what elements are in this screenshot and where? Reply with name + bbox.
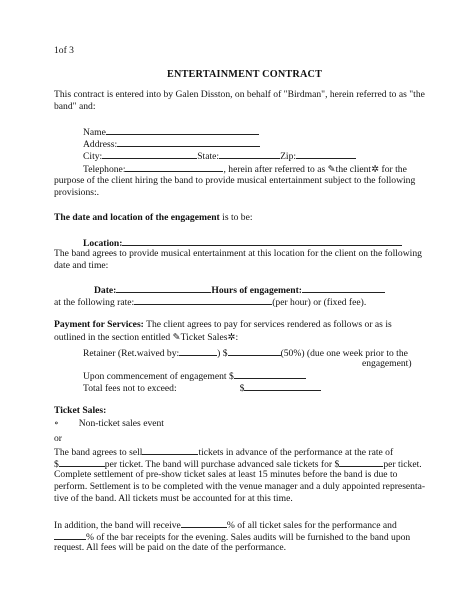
ticket-line-1b: tickets in advance of the performance at the rate of xyxy=(198,447,394,458)
non-ticket-option[interactable] xyxy=(54,418,164,430)
ticket-sales-heading: Ticket Sales: xyxy=(54,405,107,416)
total-dollar: $ xyxy=(239,383,245,394)
name-line[interactable] xyxy=(106,125,259,135)
name-label: Name xyxy=(83,127,106,138)
telephone-label: Telephone: xyxy=(83,164,126,175)
telephone-after: , herein after referred to as xyxy=(223,164,328,175)
ticket-line-2b: per ticket. The band will purchase advanced sale tickets for $ xyxy=(104,459,340,470)
ticket-line-4: perform. Settlement is to be completed with the venue manager and a duly appointed representa- xyxy=(54,481,426,492)
contract-title: ENTERTAINMENT CONTRACT xyxy=(167,69,323,80)
addition-line-1a: In addition, the band will receive xyxy=(54,520,181,531)
pencil-icon: ✎ xyxy=(172,332,181,343)
location-line[interactable] xyxy=(122,236,402,246)
pencil-icon: ✎ xyxy=(327,164,336,175)
telephone-field xyxy=(83,162,407,176)
retainer-label: Retainer (Ret.waived by: xyxy=(83,348,180,359)
retainer-mid: ) $ xyxy=(217,348,228,359)
addition-line-3: request. All fees will be paid on the date of the performance. xyxy=(54,542,287,553)
bar-percent-line[interactable] xyxy=(54,530,86,540)
page-number: 1of 3 xyxy=(54,45,74,56)
total-fees-field xyxy=(83,381,321,395)
engagement-desc-line-2: date and time: xyxy=(54,260,109,271)
purpose-line-1: purpose of the client hiring the band to provide musical entertainment subject to the following xyxy=(54,175,416,186)
state-line[interactable] xyxy=(219,149,280,159)
upon-line[interactable] xyxy=(234,369,306,379)
ticket-line-1a: The band agrees to sell xyxy=(54,447,143,458)
radio-icon[interactable]: ∘ xyxy=(54,418,59,429)
engagement-heading-bold: The date and location of the engagement xyxy=(54,212,220,223)
upon-label: Upon commencement of engagement $ xyxy=(83,371,234,382)
hours-label: Hours of engagement: xyxy=(211,285,302,296)
city-line[interactable] xyxy=(102,149,197,159)
or-text: or xyxy=(54,433,62,444)
address-label: Address: xyxy=(83,139,118,150)
zip-label: Zip: xyxy=(280,151,297,162)
address-line[interactable] xyxy=(117,137,260,147)
ticket-sales-ref: Ticket Sales xyxy=(180,332,228,343)
date-label: Date: xyxy=(94,285,117,296)
hours-line[interactable] xyxy=(302,283,385,293)
zip-line[interactable] xyxy=(296,149,356,159)
non-ticket-label: Non-ticket sales event xyxy=(78,418,164,429)
ticket-line-2a: $ xyxy=(54,459,59,470)
payment-heading: Payment for Services: xyxy=(54,319,144,330)
ticket-line-5: tive of the band. All tickets must be accounted for at this time. xyxy=(54,493,293,504)
rate-field xyxy=(54,295,366,309)
advance-price-line[interactable] xyxy=(339,457,383,467)
rate-suffix: (per hour) or (fixed fee). xyxy=(272,297,367,308)
engagement-desc-line-1: The band agrees to provide musical entertainment at this location for the client on the following xyxy=(54,248,422,259)
addition-line-2b: % of the bar receipts for the evening. Sales audits will be furnished to the band upon xyxy=(86,532,411,543)
retainer-waived-line[interactable] xyxy=(179,346,217,356)
city-label: City: xyxy=(83,151,103,162)
payment-text-2: outlined in the section entitled xyxy=(54,332,173,343)
intro-line-2: band" and: xyxy=(54,101,96,112)
intro-line-1: This contract is entered into by Galen Disston, on behalf of "Birdman", herein referred to as "the xyxy=(54,89,425,100)
payment-line-1 xyxy=(54,319,392,331)
city-state-zip-field xyxy=(83,149,356,163)
state-label: State: xyxy=(197,151,220,162)
purpose-line-2: provisions:. xyxy=(54,187,100,198)
total-label: Total fees not to exceed: xyxy=(83,383,177,394)
client-word: the client xyxy=(335,164,372,175)
total-line[interactable] xyxy=(244,381,321,391)
cursor-icon: ✲ xyxy=(227,332,236,343)
retainer-pct-line-2: engagement) xyxy=(362,358,412,369)
cursor-icon: ✲ xyxy=(371,164,380,175)
payment-line-2: outlined in the section entitled ✎Ticket Sales✲: xyxy=(54,332,239,343)
retainer-field xyxy=(83,346,408,360)
telephone-line[interactable] xyxy=(125,162,223,172)
date-line[interactable] xyxy=(116,283,211,293)
ticket-line-2c: per ticket. xyxy=(383,459,422,470)
ticket-count-line[interactable] xyxy=(142,445,198,455)
engagement-heading-suffix: is to be: xyxy=(219,212,253,223)
engagement-heading xyxy=(54,212,253,224)
rate-prefix: at the following rate: xyxy=(54,297,135,308)
for-word: for the xyxy=(379,164,407,175)
addition-line-1b: % of all ticket sales for the performance and xyxy=(226,520,397,531)
retainer-amount-line[interactable] xyxy=(228,346,281,356)
ticket-price-line[interactable] xyxy=(59,457,105,467)
ticket-line-3: Complete settlement of pre-show ticket sales at least 15 minutes before the band is due to xyxy=(54,469,398,480)
ticket-percent-line[interactable] xyxy=(181,518,227,528)
location-label: Location: xyxy=(83,238,123,249)
payment-text-1: The client agrees to pay for services rendered as follows or as is xyxy=(143,319,392,330)
rate-line[interactable] xyxy=(134,295,272,305)
retainer-pct: (50%) (due one week prior to the xyxy=(280,348,408,359)
